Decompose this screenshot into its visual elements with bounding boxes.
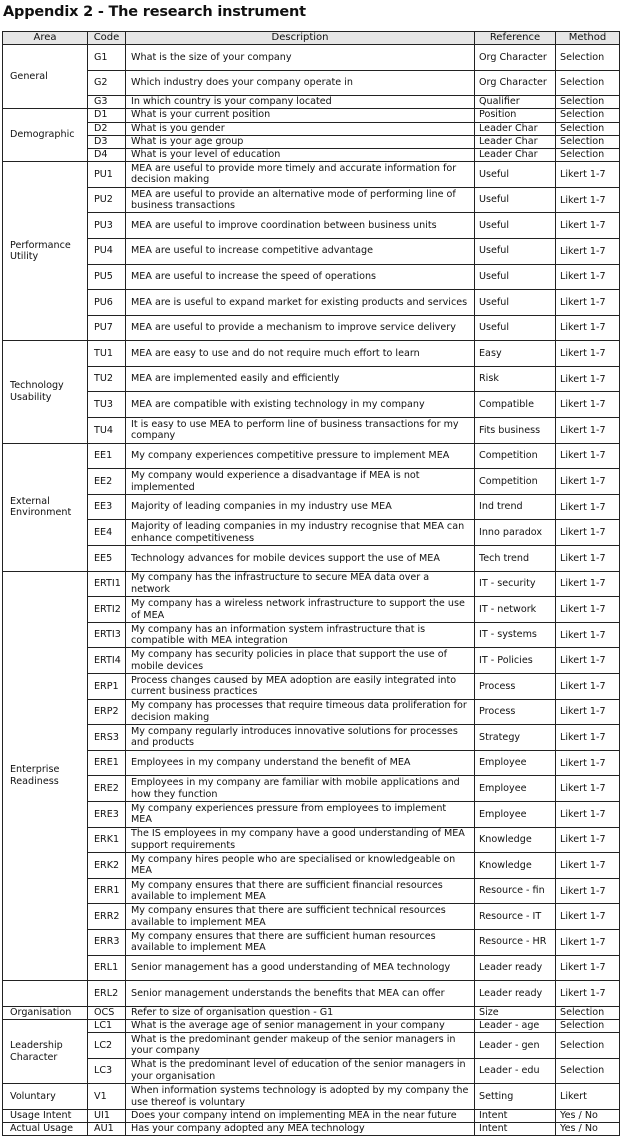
code-cell: TU3 bbox=[88, 392, 126, 418]
reference-cell: Qualifier bbox=[475, 96, 556, 109]
code-cell: EE3 bbox=[88, 494, 126, 520]
description-cell: Majority of leading companies in my industry use MEA bbox=[126, 494, 475, 520]
code-cell: ERP1 bbox=[88, 674, 126, 700]
description-cell: My company would experience a disadvantage if MEA is not implemented bbox=[126, 469, 475, 495]
reference-cell: Competition bbox=[475, 443, 556, 469]
header-area: Area bbox=[3, 32, 88, 45]
reference-cell: Knowledge bbox=[475, 853, 556, 879]
method-cell: Likert 1-7 bbox=[556, 622, 620, 648]
description-cell: When information systems technology is adopted by my company the use thereof is voluntary bbox=[126, 1084, 475, 1110]
table-row bbox=[3, 366, 620, 392]
method-cell: Selection bbox=[556, 148, 620, 161]
description-cell: My company regularly introduces innovative solutions for processes and products bbox=[126, 725, 475, 751]
code-cell: TU4 bbox=[88, 418, 126, 444]
code-cell: ERK2 bbox=[88, 853, 126, 879]
table-row bbox=[3, 135, 620, 148]
table-row bbox=[3, 96, 620, 109]
reference-cell: Useful bbox=[475, 264, 556, 290]
code-cell: ERTI1 bbox=[88, 571, 126, 597]
table-row bbox=[3, 776, 620, 802]
method-cell: Likert 1-7 bbox=[556, 878, 620, 904]
reference-cell: Useful bbox=[475, 213, 556, 239]
table-row bbox=[3, 878, 620, 904]
code-cell: ERP2 bbox=[88, 699, 126, 725]
reference-cell: Intent bbox=[475, 1123, 556, 1136]
method-cell: Likert 1-7 bbox=[556, 162, 620, 188]
reference-cell: Inno paradox bbox=[475, 520, 556, 546]
method-cell: Likert 1-7 bbox=[556, 315, 620, 341]
table-row bbox=[3, 622, 620, 648]
description-cell: What is you gender bbox=[126, 122, 475, 135]
method-cell: Selection bbox=[556, 70, 620, 96]
code-cell: ERE3 bbox=[88, 801, 126, 827]
description-cell: My company has a wireless network infrastructure to support the use of MEA bbox=[126, 597, 475, 623]
reference-cell: Leader ready bbox=[475, 981, 556, 1007]
description-cell: Does your company intend on implementing MEA in the near future bbox=[126, 1109, 475, 1122]
method-cell: Likert 1-7 bbox=[556, 494, 620, 520]
reference-cell: Intent bbox=[475, 1109, 556, 1122]
reference-cell: Leader - edu bbox=[475, 1058, 556, 1084]
table-row bbox=[3, 1058, 620, 1084]
description-cell: MEA are easy to use and do not require much effort to learn bbox=[126, 341, 475, 367]
method-cell: Likert 1-7 bbox=[556, 418, 620, 444]
description-cell: What is your level of education bbox=[126, 148, 475, 161]
method-cell: Likert 1-7 bbox=[556, 264, 620, 290]
method-cell: Selection bbox=[556, 45, 620, 71]
description-cell: MEA are useful to provide an alternative mode of performing line of business transactions bbox=[126, 187, 475, 213]
code-cell: EE2 bbox=[88, 469, 126, 495]
code-cell: ERE1 bbox=[88, 750, 126, 776]
method-cell: Likert 1-7 bbox=[556, 648, 620, 674]
code-cell: D3 bbox=[88, 135, 126, 148]
code-cell: G1 bbox=[88, 45, 126, 71]
reference-cell: Risk bbox=[475, 366, 556, 392]
reference-cell: Useful bbox=[475, 238, 556, 264]
table-row bbox=[3, 827, 620, 853]
table-row bbox=[3, 148, 620, 161]
description-cell: What is the predominant level of education of the senior managers in your organisation bbox=[126, 1058, 475, 1084]
description-cell: Employees in my company are familiar with mobile applications and how they function bbox=[126, 776, 475, 802]
reference-cell: Resource - fin bbox=[475, 878, 556, 904]
description-cell: Senior management has a good understanding of MEA technology bbox=[126, 955, 475, 981]
area-cell: External Environment bbox=[3, 443, 88, 571]
method-cell: Selection bbox=[556, 135, 620, 148]
reference-cell: Compatible bbox=[475, 392, 556, 418]
table-row bbox=[3, 955, 620, 981]
table-row bbox=[3, 904, 620, 930]
table-row bbox=[3, 162, 620, 188]
table-row bbox=[3, 109, 620, 122]
code-cell: ERL2 bbox=[88, 981, 126, 1007]
method-cell: Likert 1-7 bbox=[556, 853, 620, 879]
code-cell: G3 bbox=[88, 96, 126, 109]
table-row bbox=[3, 1019, 620, 1032]
area-cell: Leadership Character bbox=[3, 1019, 88, 1083]
description-cell: What is the average age of senior management in your company bbox=[126, 1019, 475, 1032]
description-cell: Employees in my company understand the benefit of MEA bbox=[126, 750, 475, 776]
description-cell: MEA are useful to provide a mechanism to improve service delivery bbox=[126, 315, 475, 341]
reference-cell: IT - systems bbox=[475, 622, 556, 648]
code-cell: G2 bbox=[88, 70, 126, 96]
header-method: Method bbox=[556, 32, 620, 45]
code-cell: PU7 bbox=[88, 315, 126, 341]
table-row bbox=[3, 1033, 620, 1059]
code-cell: ERTI2 bbox=[88, 597, 126, 623]
area-cell: Technology Usability bbox=[3, 341, 88, 443]
table-row bbox=[3, 70, 620, 96]
reference-cell: IT - Policies bbox=[475, 648, 556, 674]
code-cell: TU2 bbox=[88, 366, 126, 392]
page-title: Appendix 2 - The research instrument bbox=[3, 4, 306, 20]
table-row bbox=[3, 674, 620, 700]
reference-cell: IT - security bbox=[475, 571, 556, 597]
reference-cell: Fits business bbox=[475, 418, 556, 444]
method-cell: Likert 1-7 bbox=[556, 341, 620, 367]
table-row bbox=[3, 392, 620, 418]
header-description: Description bbox=[126, 32, 475, 45]
description-cell: MEA are useful to increase the speed of operations bbox=[126, 264, 475, 290]
method-cell: Likert 1-7 bbox=[556, 776, 620, 802]
reference-cell: Leader - gen bbox=[475, 1033, 556, 1059]
description-cell: My company has security policies in place that support the use of mobile devices bbox=[126, 648, 475, 674]
code-cell: PU1 bbox=[88, 162, 126, 188]
description-cell: My company has the infrastructure to secure MEA data over a network bbox=[126, 571, 475, 597]
method-cell: Yes / No bbox=[556, 1123, 620, 1136]
method-cell: Likert 1-7 bbox=[556, 801, 620, 827]
area-cell: Actual Usage bbox=[3, 1123, 88, 1136]
area-cell: Usage Intent bbox=[3, 1109, 88, 1122]
research-instrument-table bbox=[2, 31, 620, 1136]
reference-cell: Position bbox=[475, 109, 556, 122]
table-row bbox=[3, 929, 620, 955]
code-cell: ERTI4 bbox=[88, 648, 126, 674]
area-cell: Enterprise Readiness bbox=[3, 571, 88, 981]
table-row bbox=[3, 1084, 620, 1110]
reference-cell: Knowledge bbox=[475, 827, 556, 853]
method-cell: Likert 1-7 bbox=[556, 238, 620, 264]
table-row bbox=[3, 1006, 620, 1019]
table-row bbox=[3, 725, 620, 751]
code-cell: D2 bbox=[88, 122, 126, 135]
description-cell: My company experiences pressure from employees to implement MEA bbox=[126, 801, 475, 827]
code-cell: LC2 bbox=[88, 1033, 126, 1059]
description-cell: My company has processes that require timeous data proliferation for decision making bbox=[126, 699, 475, 725]
method-cell: Likert 1-7 bbox=[556, 750, 620, 776]
code-cell: ERK1 bbox=[88, 827, 126, 853]
description-cell: MEA are implemented easily and efficiently bbox=[126, 366, 475, 392]
code-cell: LC3 bbox=[88, 1058, 126, 1084]
description-cell: Technology advances for mobile devices support the use of MEA bbox=[126, 546, 475, 572]
description-cell: Refer to size of organisation question - G1 bbox=[126, 1006, 475, 1019]
table-row bbox=[3, 1109, 620, 1122]
description-cell: MEA are useful to increase competitive advantage bbox=[126, 238, 475, 264]
reference-cell: Resource - IT bbox=[475, 904, 556, 930]
reference-cell: Leader Char bbox=[475, 122, 556, 135]
method-cell: Selection bbox=[556, 96, 620, 109]
code-cell: PU6 bbox=[88, 290, 126, 316]
method-cell: Selection bbox=[556, 1019, 620, 1032]
description-cell: My company experiences competitive pressure to implement MEA bbox=[126, 443, 475, 469]
description-cell: My company ensures that there are sufficient human resources available to implement MEA bbox=[126, 929, 475, 955]
area-cell: Organisation bbox=[3, 1006, 88, 1019]
table-row bbox=[3, 213, 620, 239]
reference-cell: Resource - HR bbox=[475, 929, 556, 955]
reference-cell: Useful bbox=[475, 162, 556, 188]
method-cell: Likert 1-7 bbox=[556, 955, 620, 981]
method-cell: Likert 1-7 bbox=[556, 469, 620, 495]
method-cell: Likert 1-7 bbox=[556, 443, 620, 469]
code-cell: LC1 bbox=[88, 1019, 126, 1032]
table-row bbox=[3, 418, 620, 444]
description-cell: It is easy to use MEA to perform line of business transactions for my company bbox=[126, 418, 475, 444]
table-row bbox=[3, 546, 620, 572]
table-row bbox=[3, 187, 620, 213]
method-cell: Likert 1-7 bbox=[556, 290, 620, 316]
description-cell: The IS employees in my company have a good understanding of MEA support requirements bbox=[126, 827, 475, 853]
description-cell: My company ensures that there are sufficient technical resources available to implement MEA bbox=[126, 904, 475, 930]
method-cell: Selection bbox=[556, 122, 620, 135]
area-cell: Performance Utility bbox=[3, 162, 88, 341]
method-cell: Likert 1-7 bbox=[556, 929, 620, 955]
reference-cell: Strategy bbox=[475, 725, 556, 751]
method-cell: Likert 1-7 bbox=[556, 904, 620, 930]
code-cell: V1 bbox=[88, 1084, 126, 1110]
reference-cell: Useful bbox=[475, 290, 556, 316]
reference-cell: Competition bbox=[475, 469, 556, 495]
code-cell: D4 bbox=[88, 148, 126, 161]
code-cell: PU2 bbox=[88, 187, 126, 213]
table-row bbox=[3, 315, 620, 341]
method-cell: Likert 1-7 bbox=[556, 392, 620, 418]
table-row bbox=[3, 699, 620, 725]
method-cell: Likert 1-7 bbox=[556, 546, 620, 572]
area-cell: General bbox=[3, 45, 88, 109]
reference-cell: Employee bbox=[475, 776, 556, 802]
table-row bbox=[3, 238, 620, 264]
code-cell: PU4 bbox=[88, 238, 126, 264]
code-cell: ERR2 bbox=[88, 904, 126, 930]
table-header-row bbox=[3, 32, 620, 45]
method-cell: Selection bbox=[556, 1006, 620, 1019]
reference-cell: Org Character bbox=[475, 45, 556, 71]
method-cell: Likert 1-7 bbox=[556, 520, 620, 546]
method-cell: Likert 1-7 bbox=[556, 597, 620, 623]
reference-cell: Leader Char bbox=[475, 148, 556, 161]
reference-cell: Process bbox=[475, 674, 556, 700]
method-cell: Selection bbox=[556, 109, 620, 122]
method-cell: Likert 1-7 bbox=[556, 827, 620, 853]
description-cell: What is your current position bbox=[126, 109, 475, 122]
description-cell: MEA are useful to provide more timely and accurate information for decision making bbox=[126, 162, 475, 188]
table-row bbox=[3, 264, 620, 290]
table-row bbox=[3, 469, 620, 495]
reference-cell: Employee bbox=[475, 750, 556, 776]
table-row bbox=[3, 494, 620, 520]
description-cell: Senior management understands the benefits that MEA can offer bbox=[126, 981, 475, 1007]
description-cell: My company hires people who are specialised or knowledgeable on MEA bbox=[126, 853, 475, 879]
reference-cell: Easy bbox=[475, 341, 556, 367]
area-cell: Demographic bbox=[3, 109, 88, 162]
table-body bbox=[3, 45, 620, 1136]
table-row bbox=[3, 853, 620, 879]
reference-cell: Leader Char bbox=[475, 135, 556, 148]
reference-cell: Employee bbox=[475, 801, 556, 827]
method-cell: Likert 1-7 bbox=[556, 981, 620, 1007]
reference-cell: Org Character bbox=[475, 70, 556, 96]
area-cell bbox=[3, 981, 88, 1007]
method-cell: Selection bbox=[556, 1058, 620, 1084]
reference-cell: Useful bbox=[475, 315, 556, 341]
code-cell: OCS bbox=[88, 1006, 126, 1019]
method-cell: Likert 1-7 bbox=[556, 213, 620, 239]
code-cell: EE4 bbox=[88, 520, 126, 546]
method-cell: Likert 1-7 bbox=[556, 725, 620, 751]
description-cell: Which industry does your company operate in bbox=[126, 70, 475, 96]
table-row bbox=[3, 801, 620, 827]
description-cell: My company ensures that there are sufficient financial resources available to implement MEA bbox=[126, 878, 475, 904]
method-cell: Selection bbox=[556, 1033, 620, 1059]
description-cell: Majority of leading companies in my industry recognise that MEA can enhance competitiveness bbox=[126, 520, 475, 546]
method-cell: Likert 1-7 bbox=[556, 571, 620, 597]
table-row bbox=[3, 597, 620, 623]
code-cell: PU3 bbox=[88, 213, 126, 239]
table-row bbox=[3, 341, 620, 367]
description-cell: MEA are is useful to expand market for existing products and services bbox=[126, 290, 475, 316]
code-cell: ERL1 bbox=[88, 955, 126, 981]
reference-cell: Ind trend bbox=[475, 494, 556, 520]
description-cell: My company has an information system infrastructure that is compatible with MEA integration bbox=[126, 622, 475, 648]
code-cell: EE5 bbox=[88, 546, 126, 572]
description-cell: In which country is your company located bbox=[126, 96, 475, 109]
reference-cell: Useful bbox=[475, 187, 556, 213]
method-cell: Likert 1-7 bbox=[556, 187, 620, 213]
table-row bbox=[3, 122, 620, 135]
code-cell: PU5 bbox=[88, 264, 126, 290]
table-row bbox=[3, 290, 620, 316]
table-row bbox=[3, 520, 620, 546]
code-cell: ERR1 bbox=[88, 878, 126, 904]
method-cell: Yes / No bbox=[556, 1109, 620, 1122]
table-row bbox=[3, 443, 620, 469]
reference-cell: Tech trend bbox=[475, 546, 556, 572]
description-cell: What is the predominant gender makeup of the senior managers in your company bbox=[126, 1033, 475, 1059]
table-row bbox=[3, 750, 620, 776]
reference-cell: Setting bbox=[475, 1084, 556, 1110]
method-cell: Likert 1-7 bbox=[556, 674, 620, 700]
code-cell: D1 bbox=[88, 109, 126, 122]
code-cell: ERE2 bbox=[88, 776, 126, 802]
description-cell: MEA are useful to improve coordination between business units bbox=[126, 213, 475, 239]
code-cell: UI1 bbox=[88, 1109, 126, 1122]
description-cell: What is your age group bbox=[126, 135, 475, 148]
method-cell: Likert 1-7 bbox=[556, 699, 620, 725]
reference-cell: Leader - age bbox=[475, 1019, 556, 1032]
table-row bbox=[3, 571, 620, 597]
description-cell: Process changes caused by MEA adoption are easily integrated into current business practices bbox=[126, 674, 475, 700]
table-row bbox=[3, 1123, 620, 1136]
area-cell: Voluntary bbox=[3, 1084, 88, 1110]
header-code: Code bbox=[88, 32, 126, 45]
code-cell: ERR3 bbox=[88, 929, 126, 955]
table-row bbox=[3, 648, 620, 674]
description-cell: What is the size of your company bbox=[126, 45, 475, 71]
reference-cell: IT - network bbox=[475, 597, 556, 623]
code-cell: ERS3 bbox=[88, 725, 126, 751]
method-cell: Likert bbox=[556, 1084, 620, 1110]
code-cell: EE1 bbox=[88, 443, 126, 469]
description-cell: MEA are compatible with existing technology in my company bbox=[126, 392, 475, 418]
method-cell: Likert 1-7 bbox=[556, 366, 620, 392]
code-cell: AU1 bbox=[88, 1123, 126, 1136]
table-row bbox=[3, 981, 620, 1007]
reference-cell: Size bbox=[475, 1006, 556, 1019]
reference-cell: Process bbox=[475, 699, 556, 725]
code-cell: TU1 bbox=[88, 341, 126, 367]
reference-cell: Leader ready bbox=[475, 955, 556, 981]
description-cell: Has your company adopted any MEA technology bbox=[126, 1123, 475, 1136]
table-row bbox=[3, 45, 620, 71]
code-cell: ERTI3 bbox=[88, 622, 126, 648]
header-reference: Reference bbox=[475, 32, 556, 45]
